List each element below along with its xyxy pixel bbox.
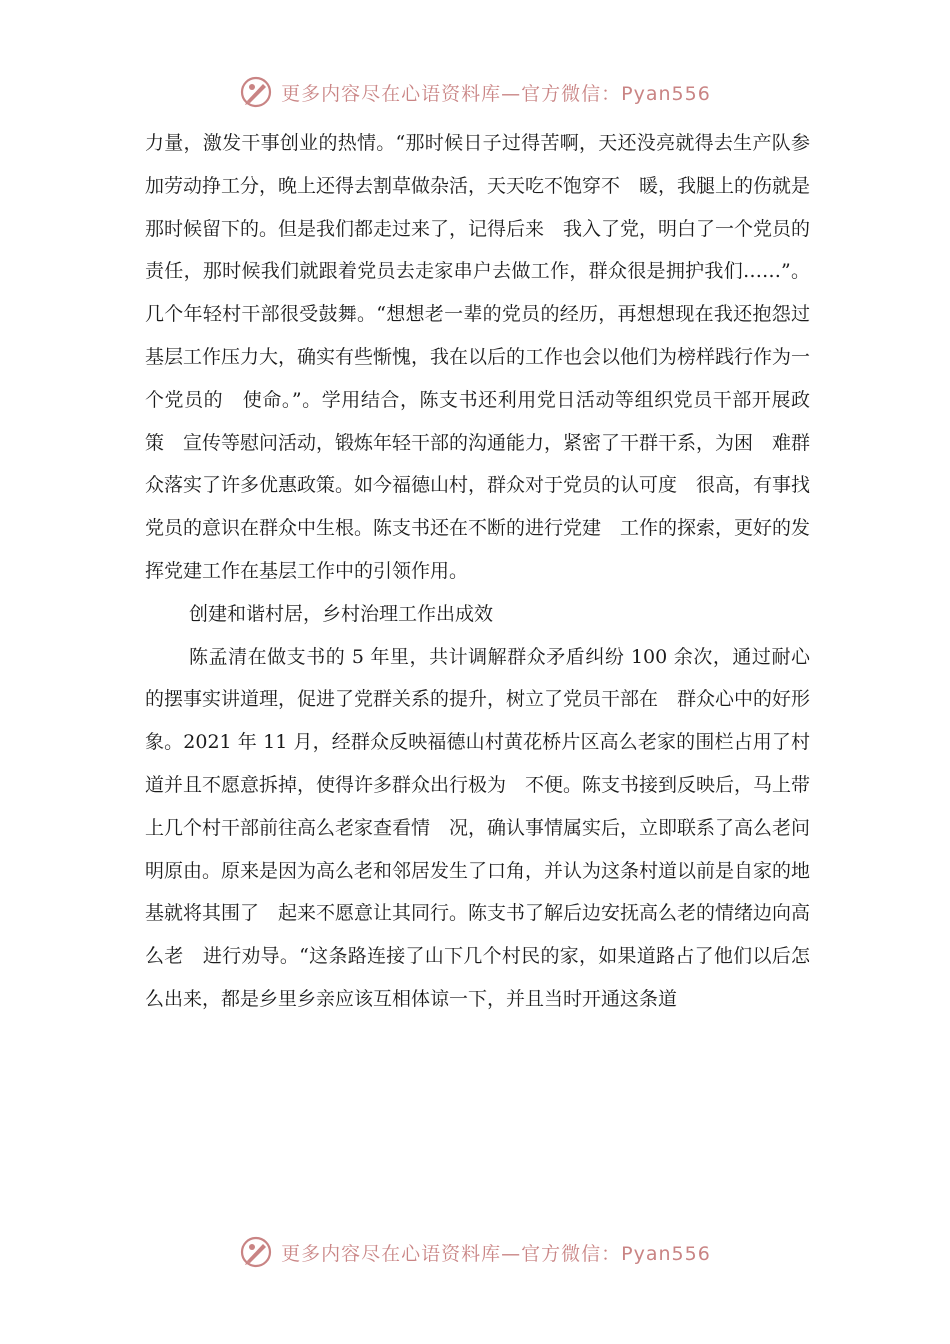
pen-logo-icon xyxy=(239,1235,273,1269)
body-paragraph-1: 力量，激发干事创业的热情。“那时候日子过得苦啊，天还没亮就得去生产队参加劳动挣工分，晚上还得去割草做杂活，天天吃不饱穿不 暖，我腿上的伤就是那时候留下的。但是我们都走过来了，记得后来 我入了党，明白了一个党员的责任，那时候我们就跟着党员去走家串户去做工作，群众很是拥护我们……”。几个年轻村干部很受鼓舞。“想想老一辈的党员的经历，再想想现在我还抱怨过基层工作压力大，确实有些惭愧，我在以后的工作也会以他们为榜样践行作为一个党员的 使命。”。学用结合，陈支书还利用党日活动等组织党员干部开展政策 宣传等慰问活动，锻炼年轻干部的沟通能力，紧密了干群干系，为困 难群众落实了许多优惠政策。如今福德山村，群众对于党员的认可度 很高，有事找党员的意识在群众中生根。陈支书还在不断的进行党建 工作的探索，更好的发挥党建工作在基层工作中的引领作用。 xyxy=(145,132,811,582)
watermark-text: 更多内容尽在心语资料库—官方微信：Pyan556 xyxy=(281,1242,711,1265)
header-watermark xyxy=(0,72,950,112)
pen-logo-icon xyxy=(239,75,273,109)
watermark-text: 更多内容尽在心语资料库—官方微信：Pyan556 xyxy=(281,82,711,105)
document-body xyxy=(145,122,810,1021)
footer-watermark xyxy=(0,1232,950,1272)
section-heading: 创建和谐村居，乡村治理工作出成效 xyxy=(189,602,494,625)
body-paragraph-2: 陈孟清在做支书的 5 年里，共计调解群众矛盾纠纷 100 余次，通过耐心的摆事实讲道理，促进了党群关系的提升，树立了党员干部在 群众心中的好形象。2021 年 11 月，经群众反映福德山村黄花桥片区高么老家的围栏占用了村道并且不愿意拆掉，使得许多群众出行极为 不便。陈支书接到反映后，马上带上几个村干部前往高么老家查看情 况，确认事情属实后，立即联系了高么老问明原由。原来是因为高么老和邻居发生了口角，并认为这条村道以前是自家的地基就将其围了 起来不愿意让其同行。陈支书了解后边安抚高么老的情绪边向高么老 进行劝导。“这条路连接了山下几个村民的家，如果道路占了他们以后怎么出来，都是乡里乡亲应该互相体谅一下，并且当时开通这条道 xyxy=(145,645,811,1010)
